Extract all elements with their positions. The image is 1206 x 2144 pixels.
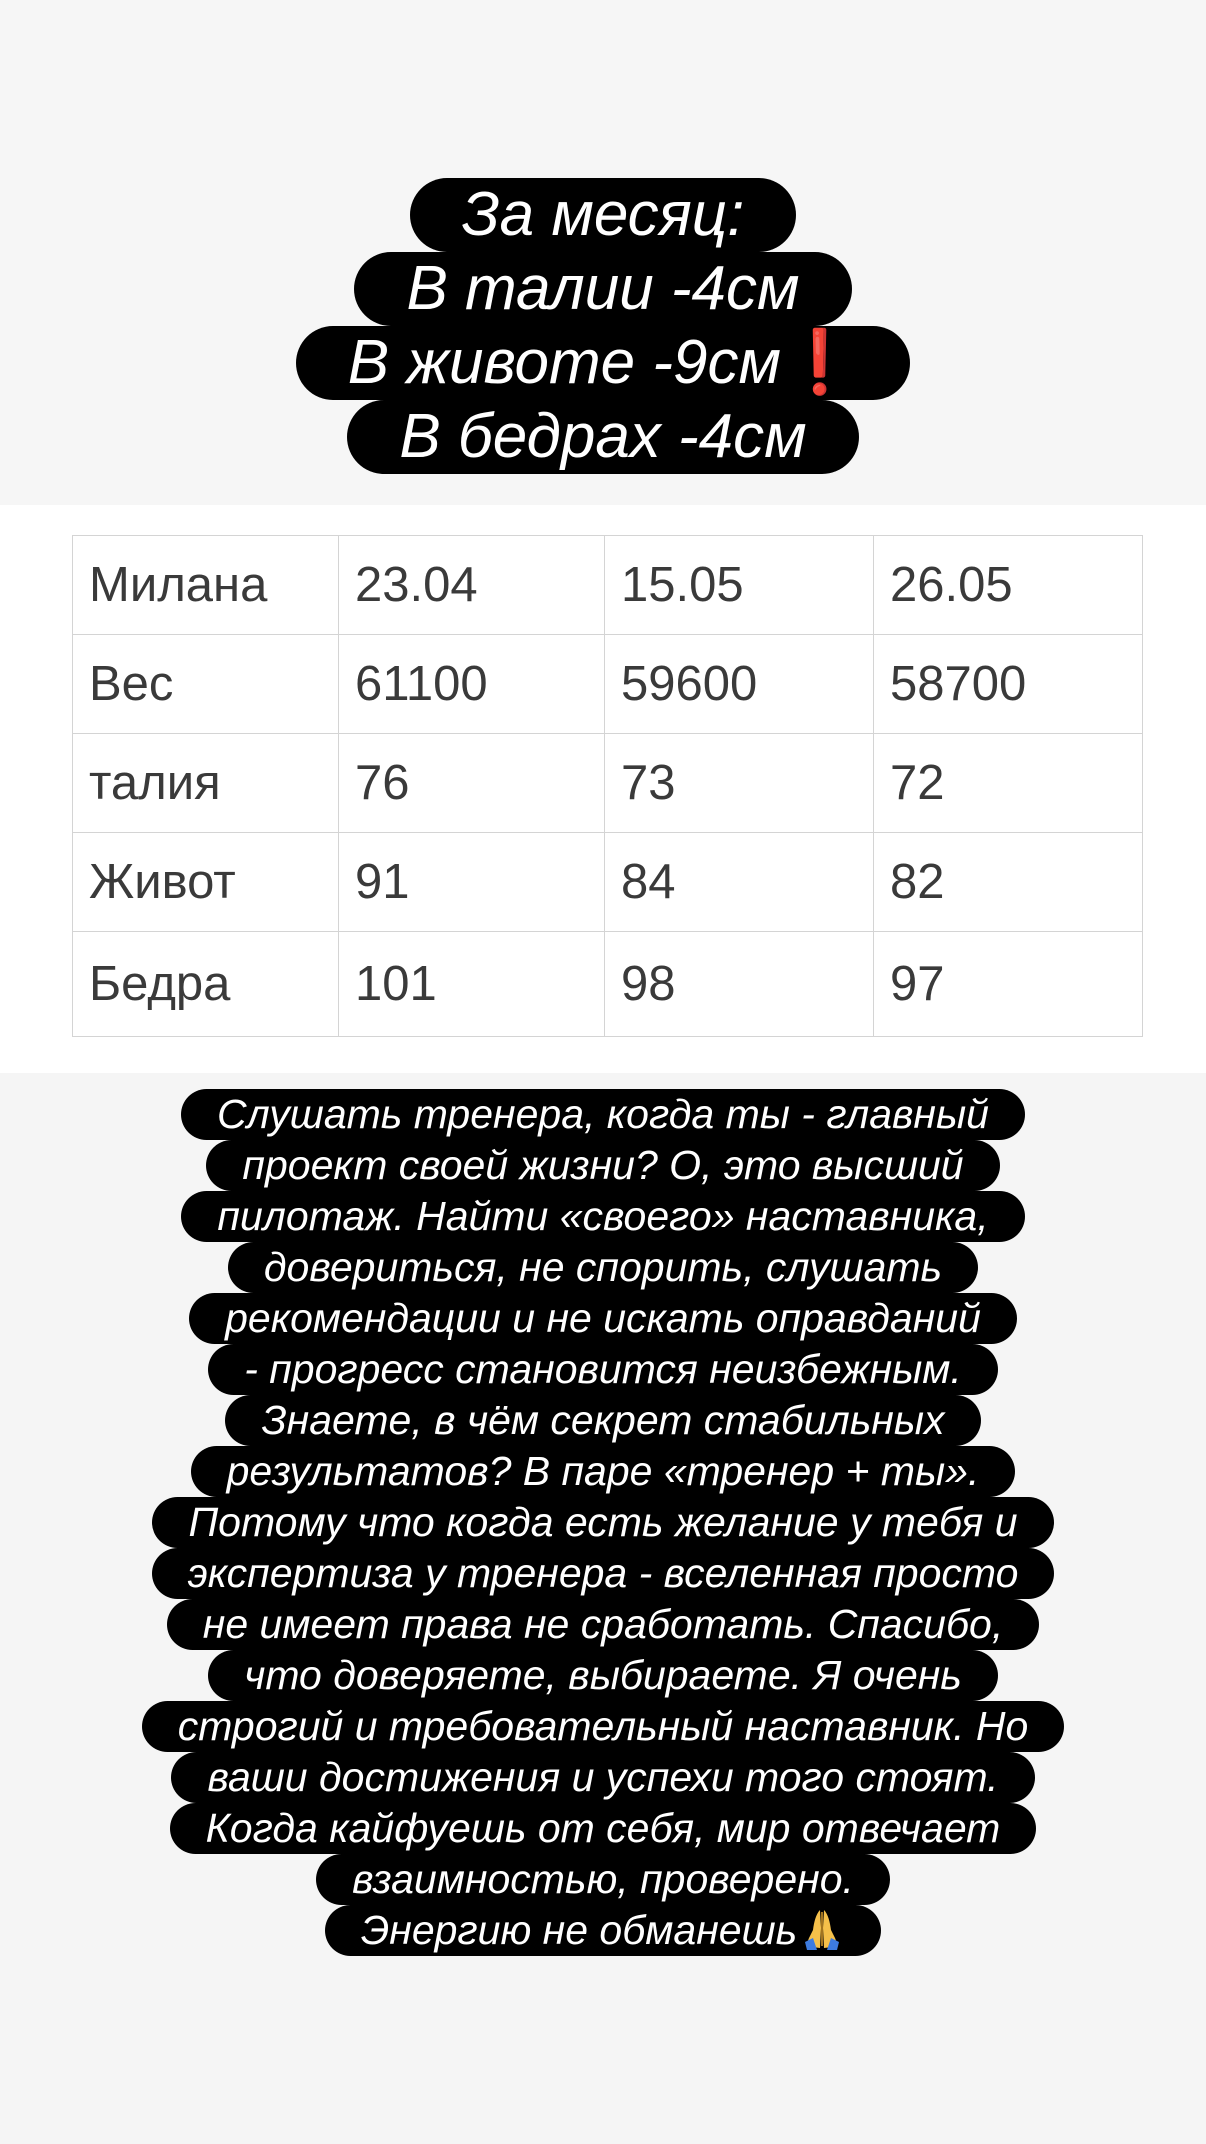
caption-line: Когда кайфуешь от себя, мир отвечает — [170, 1803, 1037, 1854]
caption-block — [0, 1089, 1206, 1956]
caption-line: Энергию не обманешь — [325, 1905, 881, 1956]
table-row — [73, 635, 1143, 734]
caption-line: Знаете, в чём секрет стабильных — [225, 1395, 980, 1446]
headline-line: В животе -9см❗ — [296, 326, 910, 400]
exclamation-icon: ❗ — [780, 328, 859, 397]
table-cell: Бедра — [73, 932, 339, 1037]
table-cell: 73 — [605, 734, 874, 833]
table-cell: 91 — [339, 833, 605, 932]
caption-line: довериться, не спорить, слушать — [228, 1242, 978, 1293]
table-cell: Живот — [73, 833, 339, 932]
table-cell: 15.05 — [605, 536, 874, 635]
caption-line: взаимностью, проверено. — [316, 1854, 890, 1905]
table-cell: 26.05 — [874, 536, 1143, 635]
table-cell: 101 — [339, 932, 605, 1037]
table-cell: 76 — [339, 734, 605, 833]
caption-line: проект своей жизни? О, это высший — [206, 1140, 999, 1191]
table-cell: 58700 — [874, 635, 1143, 734]
pray-icon — [799, 1906, 845, 1952]
table-cell: 61100 — [339, 635, 605, 734]
table-row — [73, 932, 1143, 1037]
caption-line: пилотаж. Найти «своего» наставника, — [181, 1191, 1024, 1242]
caption-line: результатов? В паре «тренер + ты». — [191, 1446, 1016, 1497]
headline-line: За месяц: — [410, 178, 797, 252]
caption-line: что доверяете, выбираете. Я очень — [208, 1650, 998, 1701]
caption-line: ваши достижения и успехи того стоят. — [171, 1752, 1034, 1803]
table-cell: 59600 — [605, 635, 874, 734]
measurements-table — [72, 535, 1143, 1037]
table-row — [73, 734, 1143, 833]
table-row — [73, 833, 1143, 932]
headline-line: В бедрах -4см — [347, 400, 858, 474]
table-cell: 23.04 — [339, 536, 605, 635]
table-cell: 97 — [874, 932, 1143, 1037]
table-cell: 72 — [874, 734, 1143, 833]
table-cell: 82 — [874, 833, 1143, 932]
table-cell: Милана — [73, 536, 339, 635]
caption-line: не имеет права не сработать. Спасибо, — [167, 1599, 1039, 1650]
caption-line: - прогресс становится неизбежным. — [208, 1344, 998, 1395]
caption-line: экспертиза у тренера - вселенная просто — [152, 1548, 1055, 1599]
caption-line: строгий и требовательный наставник. Но — [142, 1701, 1065, 1752]
caption-line: Потому что когда есть желание у тебя и — [152, 1497, 1053, 1548]
headline-block — [0, 178, 1206, 474]
table-cell: 98 — [605, 932, 874, 1037]
table-cell: 84 — [605, 833, 874, 932]
table-cell: Вес — [73, 635, 339, 734]
caption-line: Слушать тренера, когда ты - главный — [181, 1089, 1025, 1140]
table-cell: талия — [73, 734, 339, 833]
headline-line: В талии -4см — [354, 252, 851, 326]
caption-line: рекомендации и не искать оправданий — [189, 1293, 1017, 1344]
table-row — [73, 536, 1143, 635]
